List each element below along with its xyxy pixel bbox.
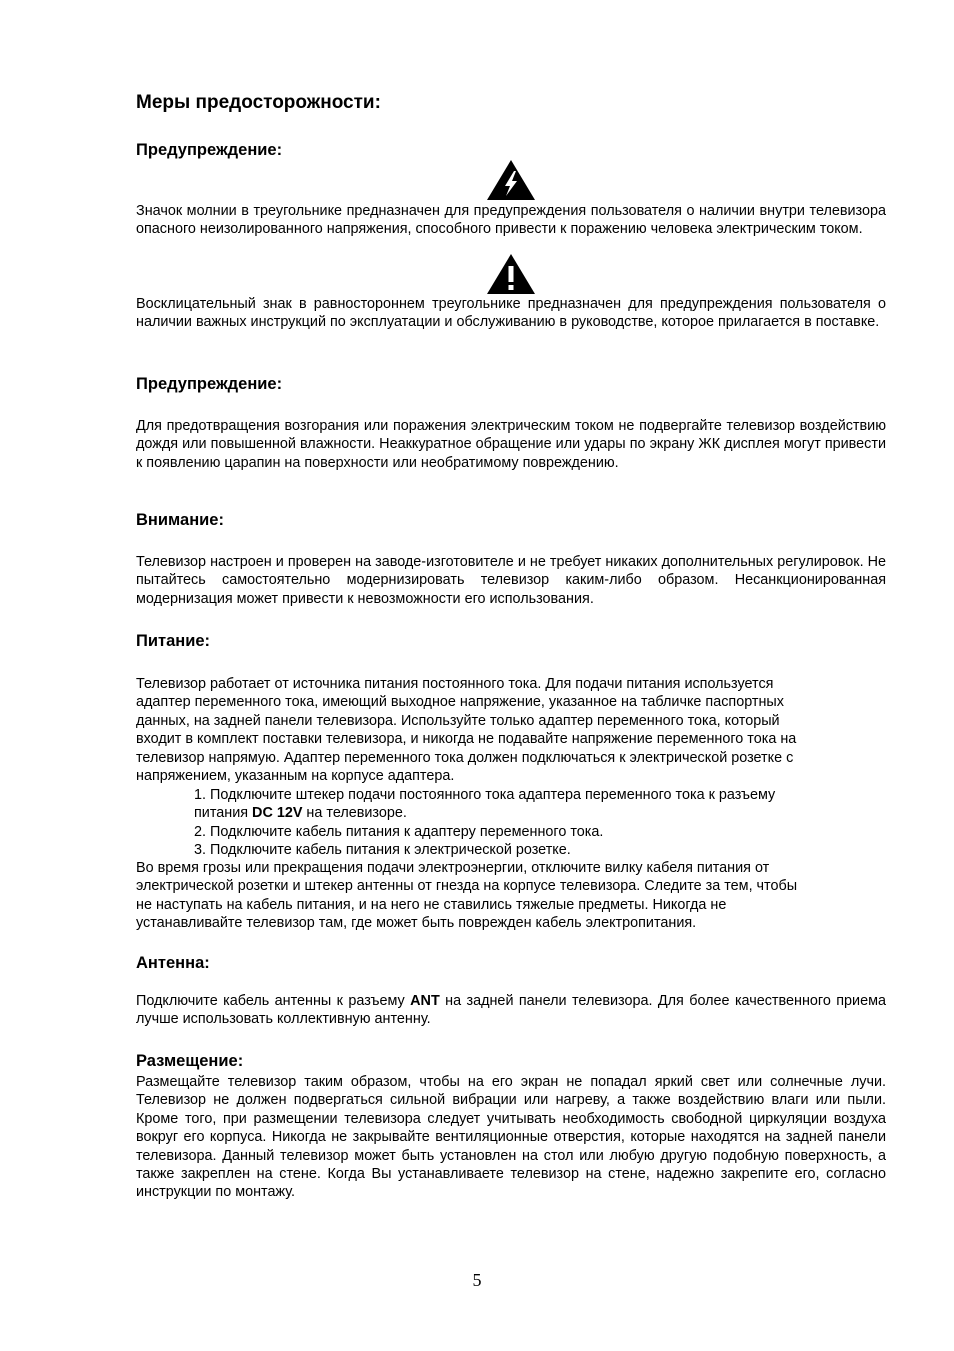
power-steps-list <box>194 786 884 860</box>
power-intro-line: телевизор напрямую. Адаптер переменного тока должен подключаться к электрической розетке с <box>136 749 794 766</box>
antenna-text-post: на задней панели телевизора. Для более качественного приема лучше использовать коллективную антенну. <box>136 993 886 1028</box>
power-outro-line: электрической розетки и штекер антенны от гнезда на корпусе телевизора. Следите за тем, чтобы <box>136 878 798 895</box>
dc-12v-label: DC 12V <box>252 805 303 822</box>
lightning-warning-text: Значок молнии в треугольнике предназначен для предупреждения пользователя о наличии внутри телевизора опасного неизолированного напряжения, способного привести к поражению человека электрическим током. <box>136 203 886 238</box>
antenna-heading: Антенна: <box>136 954 210 972</box>
ant-label: ANT <box>410 993 440 1009</box>
page-number: 5 <box>472 1270 482 1290</box>
exclamation-triangle-icon <box>485 252 537 296</box>
lightning-triangle-icon <box>485 158 537 202</box>
power-heading: Питание: <box>136 632 211 650</box>
warning-heading-1: Предупреждение: <box>136 141 283 159</box>
power-intro <box>136 675 886 785</box>
warning-heading-2: Предупреждение: <box>136 375 283 393</box>
step-1-text-pre: питания <box>194 805 253 822</box>
warning-text-2: Для предотвращения возгорания или поражения электрическим током не подвергайте телевизор воздействию дождя или повышенной влажности. Неаккуратное обращение или удары по экрану ЖК дисплея могут привести к появлению царапин на поверхности или необратимому повреждению. <box>136 418 886 471</box>
power-outro <box>136 859 886 933</box>
power-step-1-line-1: 1. Подключите штекер подачи постоянного тока адаптера переменного тока к разъему <box>194 787 776 803</box>
attention-heading: Внимание: <box>136 511 224 529</box>
page-title: Меры предосторожности: <box>136 92 381 113</box>
power-outro-line: не наступать на кабель питания, и на него не ставились тяжелые предметы. Никогда не <box>136 896 727 913</box>
power-intro-line: адаптер переменного тока, имеющий выходное напряжение, указанное на табличке паспортных <box>136 694 784 711</box>
antenna-text-pre: Подключите кабель антенны к разъему <box>136 993 411 1009</box>
power-step-1-line-2 <box>194 804 884 822</box>
exclamation-warning-text: Восклицательный знак в равностороннем треугольнике предназначен для предупреждения пользователя о наличии важных инструкций по эксплуатации и обслуживанию в руководстве, которое прилагается в поставке. <box>136 296 886 331</box>
power-step-2: 2. Подключите кабель питания к адаптеру переменного тока. <box>194 823 604 840</box>
step-1-text-post: на телевизоре. <box>302 805 407 822</box>
power-intro-line: входит в комплект поставки телевизора, и никогда не подавайте напряжение переменного тока на <box>136 731 797 748</box>
power-outro-line: Во время грозы или прекращения подачи электроэнергии, отключите вилку кабеля питания от <box>136 860 770 876</box>
power-intro-line: Телевизор работает от источника питания постоянного тока. Для подачи питания используется <box>136 676 774 692</box>
antenna-text <box>136 992 886 1029</box>
power-step-3: 3. Подключите кабель питания к электрической розетке. <box>194 842 571 859</box>
power-intro-line: напряжением, указанным на корпусе адаптера. <box>136 768 455 785</box>
placement-text: Размещайте телевизор таким образом, чтобы на его экран не попадал яркий свет или солнечные лучи. Телевизор не должен подвергаться сильной вибрации или нагреву, а также воздействию влаги или пыли. Кроме того, при размещении телевизора следует учитывать необходимость свободной циркуляции воздуха вокруг его корпуса. Никогда не закрывайте вентиляционные отверстия, которые находятся на задней панели телевизора. Данный телевизор может быть установлен на стол или любую другую подобную поверхность, а также закреплен на стене. Когда Вы устанавливаете телевизор на стене, надежно закрепите его, согласно инструкции по монтажу. <box>136 1074 886 1201</box>
attention-text: Телевизор настроен и проверен на заводе-изготовителе и не требует никаких дополнительных регулировок. Не пытайтесь самостоятельно модернизировать телевизор каким-либо образом. Несанкционированная модернизация может привести к невозможности его использования. <box>136 554 886 607</box>
power-outro-line: устанавливайте телевизор там, где может быть поврежден кабель электропитания. <box>136 915 697 932</box>
power-intro-line: данных, на задней панели телевизора. Используйте только адаптер переменного тока, который <box>136 712 780 729</box>
placement-heading: Размещение: <box>136 1052 244 1070</box>
